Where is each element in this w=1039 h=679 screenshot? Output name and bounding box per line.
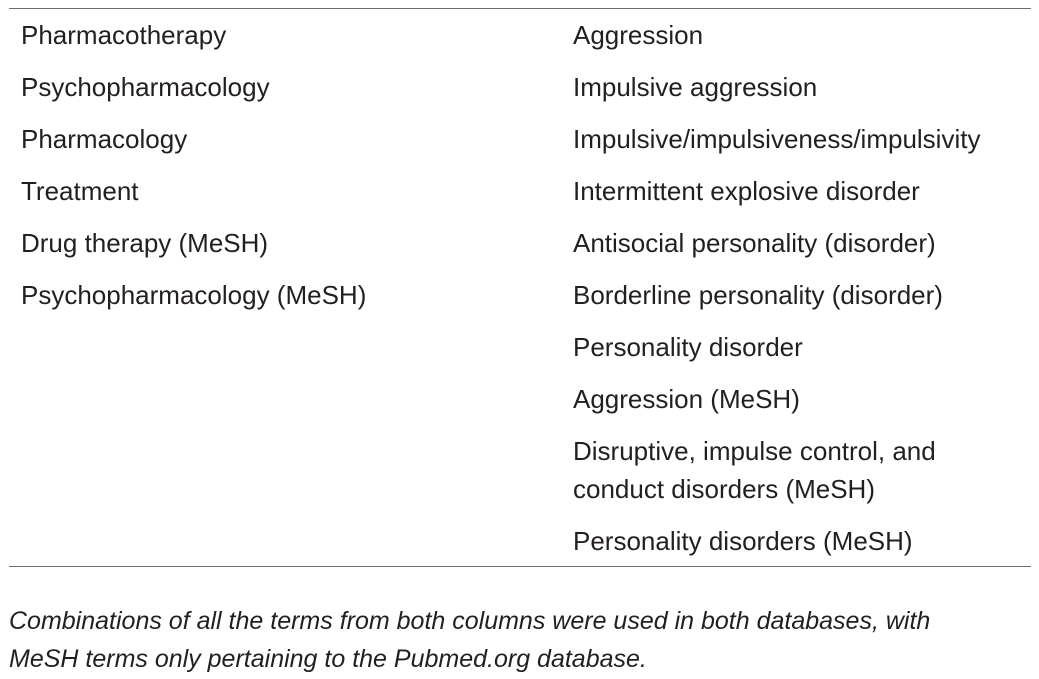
- right-term: Aggression: [573, 20, 704, 50]
- right-term: Antisocial personality (disorder): [573, 228, 936, 258]
- left-term: Pharmacotherapy: [21, 20, 227, 50]
- right-term-line: conduct disorders (MeSH): [573, 474, 875, 504]
- left-column: [9, 22, 573, 554]
- right-term: Intermittent explosive disorder: [573, 176, 920, 206]
- right-term: Personality disorder: [573, 332, 803, 362]
- table-body: [9, 9, 1031, 566]
- footnote-line: Combinations of all the terms from both columns were used in both databases, with: [9, 607, 931, 635]
- table-bottom-rule: [9, 566, 1031, 567]
- left-term: Pharmacology: [21, 124, 188, 154]
- left-term: Treatment: [21, 176, 139, 206]
- right-term: Borderline personality (disorder): [573, 280, 943, 310]
- right-term: Impulsive/impulsiveness/impulsivity: [573, 124, 981, 154]
- footnote-line: MeSH terms only pertaining to the Pubmed.org database.: [9, 645, 647, 673]
- right-term: Personality disorders (MeSH): [573, 526, 913, 556]
- left-term: Drug therapy (MeSH): [21, 228, 269, 258]
- table-footnote: [9, 602, 1031, 678]
- right-term: Impulsive aggression: [573, 72, 818, 102]
- right-term: Aggression (MeSH): [573, 384, 800, 414]
- right-column: [573, 22, 1031, 554]
- right-term-line: Disruptive, impulse control, and: [573, 436, 936, 466]
- right-term-multiline: [573, 438, 1013, 502]
- search-terms-table: [9, 8, 1031, 567]
- left-term: Psychopharmacology: [21, 72, 270, 102]
- left-term: Psychopharmacology (MeSH): [21, 280, 367, 310]
